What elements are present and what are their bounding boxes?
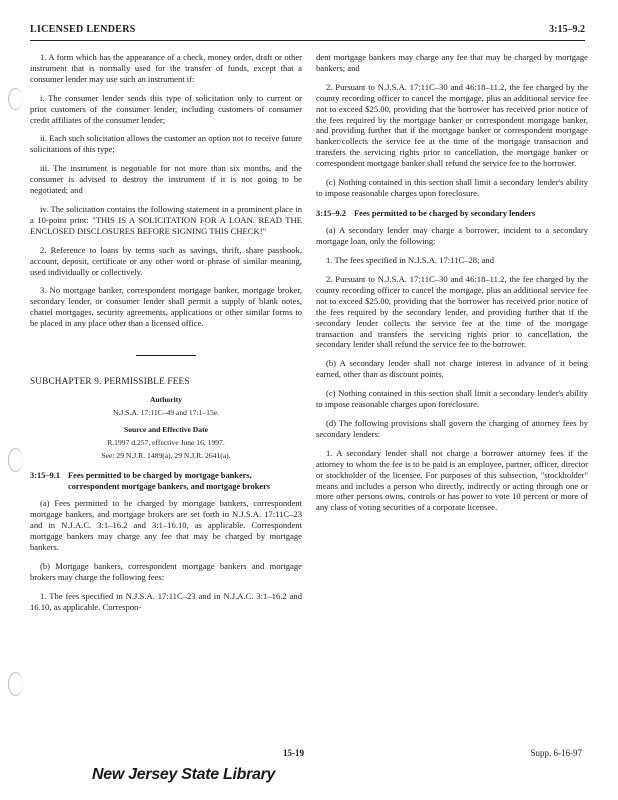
paragraph: 2. Pursuant to N.J.S.A. 17:11C–30 and 46:18–11.2, the fee charged by the county recording officer to cancel the mortgage, plus an additional service fee not to exceed $25.00, providing that the borrower has received prior notice of the fees required by the mortgage banker or correspondent mortgage banker, and providing further that if the mortgage banker or correspondent mortgage banker/collects the service fee at the time of the mortgage transaction and transfers the servicing rights prior to cancellation, the mortgage banker or correspondent mortgage banker shall refund the service fee to the borrower. (316, 81, 588, 169)
supplement-date: Supp. 6-16-97 (530, 748, 582, 758)
subchapter-heading: SUBCHAPTER 9. PERMISSIBLE FEES (30, 376, 190, 387)
paragraph: (b) Mortgage bankers, correspondent mortgage bankers and mortgage brokers may charge the following fees: (30, 560, 302, 582)
section-title: Fees permitted to be charged by secondary lenders (354, 208, 536, 218)
paragraph: 1. A secondary lender shall not charge a borrower attorney fees if the attorney to whom the fee is to be paid is an employee, partner, officer, director or stockholder of the licensee. For purposes of this subsection, "stockholder" means and includes a person who directly, indirectly or acting through one or more other persons owns, controls or has power to vote 10 percent or more of any class of voting securities of a corporate licensee. (316, 447, 588, 513)
paragraph: (d) The following provisions shall govern the charging of attorney fees by secondary lenders: (316, 417, 588, 439)
paragraph: dent mortgage bankers may charge any fee that may be charged by mortgage bankers; and (316, 52, 588, 73)
paragraph: iv. The solicitation contains the following statement in a prominent place in a 10-point print: "THIS IS A SOLICITATION FOR A LOAN. READ THE ENCLOSED DISCLOSURES BEFORE SIGNING THIS CHECK!" (30, 203, 302, 236)
paragraph: 1. The fees specified in N.J.S.A. 17:11C–28; and (326, 255, 495, 266)
paragraph: ii. Each such solicitation allows the customer an option not to receive future solicitations of this type; (30, 133, 302, 155)
page-number: 15-19 (283, 748, 304, 758)
punch-hole-mark (8, 672, 23, 696)
paragraph: (a) A secondary lender may charge a borrower, incident to a secondary mortgage loan, only the following: (316, 225, 588, 247)
section-title: Fees permitted to be charged by mortgage bankers, correspondent mortgage bankers, and mortgage brokers (68, 471, 271, 491)
section-divider (136, 355, 196, 356)
running-header-title: LICENSED LENDERS (30, 24, 136, 35)
paragraph: (b) A secondary lender shall not charge interest in advance of it being earned, other than as discount points. (316, 358, 588, 380)
paragraph: iii. The instrument is negotiable for not more than six months, and the consumer is advised to destroy the instrument if it is not going to be negotiated; and (30, 163, 302, 196)
paragraph: 1. The fees specified in N.J.S.A. 17:11C–23 and in N.J.A.C. 3:1–16.2 and 16.10, as applicable. Correspon- (30, 590, 302, 612)
section-heading (30, 471, 302, 492)
punch-hole-mark (8, 88, 23, 110)
paragraph: (a) Fees permitted to be charged by mortgage bankers, correspondent mortgage bankers, and mortgage brokers are set forth in N.J.S.A. 17:11C–23 and in N.J.A.C. 3:1–16.2 and 3:1–16.10, as applicable. Correspondent mortgage bankers may charge any fee that may be charged by mortgage bankers. (30, 498, 302, 552)
library-stamp: New Jersey State Library (92, 766, 276, 783)
source-text: R.1997 d.257, effective June 16, 1997. (107, 437, 225, 447)
paragraph: i. The consumer lender sends this type of solicitation only to current or prior customers of the consumer lender, including customers of consumer credit affiliates of the consumer lender; (30, 92, 302, 125)
paragraph: 2. Pursuant to N.J.S.A. 17:11C–30 and 46:18–11.2, the fee charged by the county recording officer to cancel the mortgage, plus an additional service fee not to exceed $25.00, providing that the borrower has received prior notice of the fees required by the secondary lender, and providing further that if the secondary lender collects the service fee at the time of the mortgage transaction and transfers the servicing rights prior to cancellation, the secondary lender shall refund the service fee to the borrower. (316, 274, 588, 350)
section-heading (316, 209, 588, 219)
authority-text: N.J.S.A. 17:11C–49 and 17:1–15e. (112, 407, 220, 417)
left-column (30, 52, 302, 620)
section-number: 3:15–9.1 (30, 471, 61, 481)
paragraph: 1. A form which has the appearance of a check, money order, draft or other instrument that is normally used for the transfer of funds, except that a consumer lender may use such an instrument if: (30, 52, 302, 84)
source-label: Source and Effective Date (123, 424, 208, 434)
punch-hole-mark (8, 448, 23, 472)
right-column (316, 52, 588, 521)
section-number: 3:15–9.2 (316, 208, 347, 218)
paragraph: 2. Reference to loans by terms such as savings, thrift, share passbook, account, deposit, certificate or any other word or phrase of similar meaning, used individually or collectively. (30, 244, 302, 277)
paragraph: (c) Nothing contained in this section shall limit a secondary lender's ability to impose reasonable charges upon foreclosure. (316, 177, 588, 198)
source-text: See: 29 N.J.R. 1489(a), 29 N.J.R. 2641(a). (101, 450, 231, 460)
paragraph: (c) Nothing contained in this section shall limit a secondary lender's ability to impose reasonable charges upon foreclosure. (316, 388, 588, 410)
header-rule (30, 40, 585, 41)
authority-label: Authority (149, 394, 183, 404)
paragraph: 3. No mortgage banker, correspondent mortgage banker, mortgage broker, secondary lender, or consumer lender shall permit a supply of blank notes, chattel mortgages, security agreements, applications or other similar forms to be placed in any place other than a licensed office. (30, 285, 302, 329)
running-header-section: 3:15–9.2 (549, 24, 585, 35)
